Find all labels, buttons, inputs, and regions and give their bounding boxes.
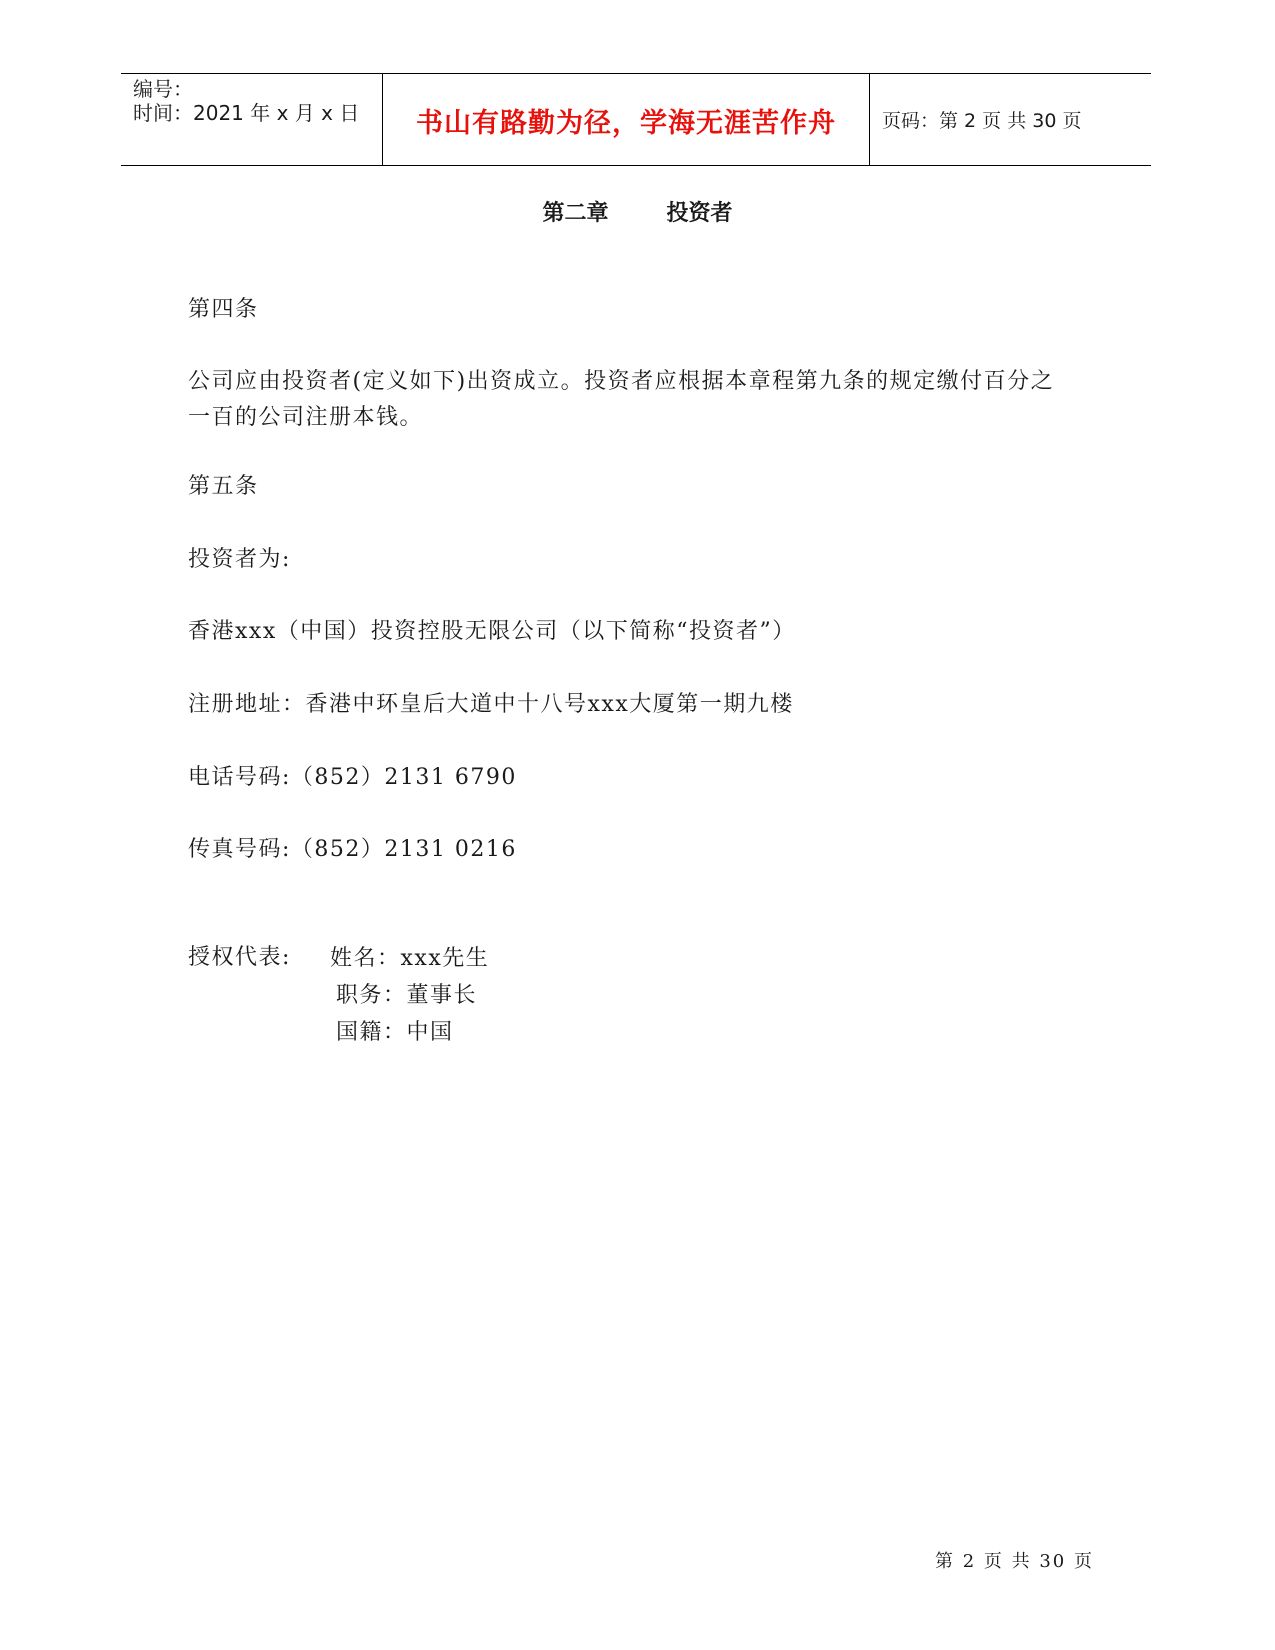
document-number-label: 编号： <box>133 77 193 101</box>
document-date: 时间：2021 年 x 月 x 日 <box>133 101 360 125</box>
investor-fax: 传真号码:（852）2131 0216 <box>188 837 517 862</box>
investor-phone: 电话号码:（852）2131 6790 <box>188 765 517 790</box>
header-info-cell <box>121 74 383 165</box>
investor-name: 香港xxx（中国）投资控股无限公司（以下简称“投资者”） <box>188 619 796 644</box>
page-footer: 第 2 页 共 30 页 <box>935 1551 1094 1572</box>
authorized-rep-label: 授权代表: <box>188 945 291 970</box>
article-5-title: 第五条 <box>188 474 259 499</box>
authorized-rep-details <box>330 940 489 1051</box>
header-motto-cell <box>383 74 870 165</box>
article-4-body-line-1: 公司应由投资者(定义如下)出资成立。投资者应根据本章程第九条的规定缴付百分之 <box>188 369 1055 394</box>
header-page-info: 页码：第 2 页 共 30 页 <box>882 110 1082 132</box>
article-4-title: 第四条 <box>188 297 259 322</box>
rep-name: 姓名：xxx先生 <box>330 946 490 971</box>
rep-nationality: 国籍：中国 <box>336 1020 454 1045</box>
investor-address: 注册地址：香港中环皇后大道中十八号xxx大厦第一期九楼 <box>188 692 794 717</box>
chapter-heading <box>0 196 1275 227</box>
header-page-cell <box>870 74 1151 165</box>
investor-intro: 投资者为: <box>188 547 291 572</box>
header-motto: 书山有路勤为径，学海无涯苦作舟 <box>416 108 836 139</box>
article-4-body-line-2: 一百的公司注册本钱。 <box>188 405 424 430</box>
chapter-number: 第二章 <box>542 201 609 226</box>
page-header <box>121 73 1151 166</box>
rep-position: 职务：董事长 <box>336 983 478 1008</box>
chapter-title: 投资者 <box>666 201 733 226</box>
